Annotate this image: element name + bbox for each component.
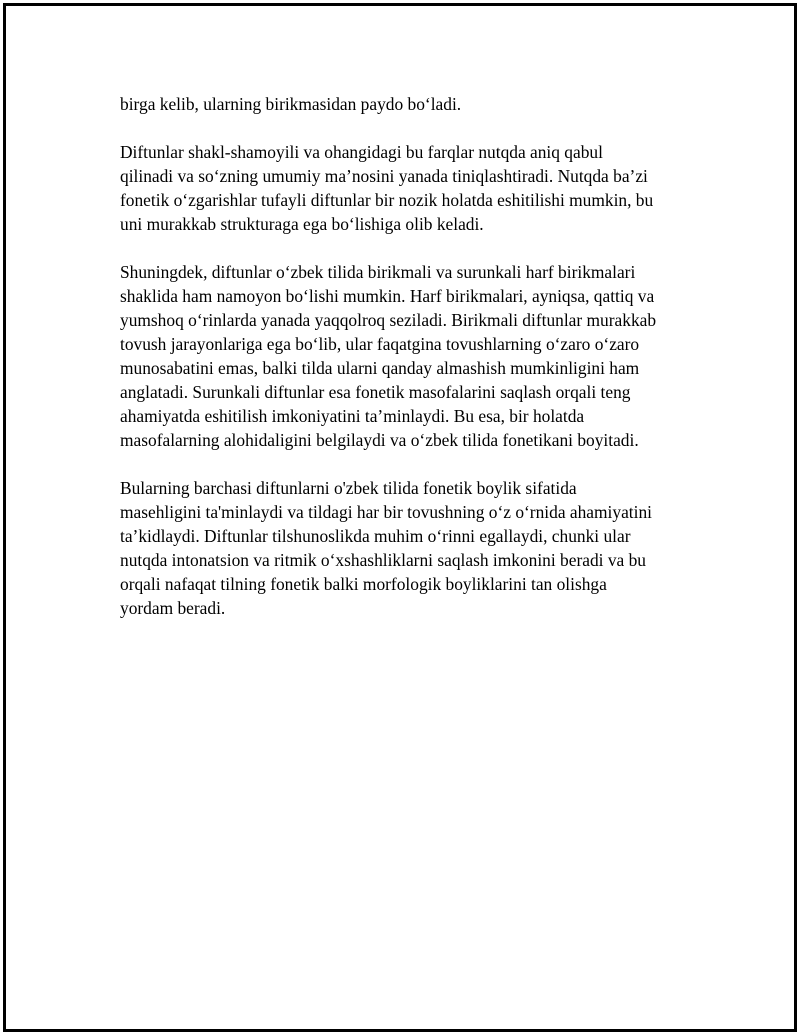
text-line: munosabatini emas, balki tilda ularni qanday almashish mumkinligini ham (120, 358, 640, 378)
text-line: yumshoq o‘rinlarda yanada yaqqolroq seziladi. Birikmali diftunlar murakkab (120, 310, 657, 330)
text-line: ta’kidlaydi. Diftunlar tilshunoslikda muhim o‘rinni egallaydi, chunki ular (120, 526, 631, 546)
text-line: masofalarning alohidaligini belgilaydi va o‘zbek tilida fonetikani boyitadi. (120, 430, 639, 450)
text-line: Bularning barchasi diftunlarni o'zbek tilida fonetik boylik sifatida (120, 478, 577, 498)
document-body (120, 92, 700, 644)
text-line: birga kelib, ularning birikmasidan paydo bo‘ladi. (120, 94, 462, 114)
text-line: Diftunlar shakl-shamoyili va ohangidagi bu farqlar nutqda aniq qabul (120, 142, 603, 162)
text-line: tovush jarayonlariga ega bo‘lib, ular faqatgina tovushlarning o‘zaro o‘zaro (120, 334, 640, 354)
text-line: shaklida ham namoyon bo‘lishi mumkin. Harf birikmalari, ayniqsa, qattiq va (120, 286, 655, 306)
document-page (3, 3, 797, 1032)
text-line: uni murakkab strukturaga ega bo‘lishiga olib keladi. (120, 214, 484, 234)
paragraph-2 (120, 140, 700, 236)
text-line: nutqda intonatsion va ritmik o‘xshashliklarni saqlash imkonini beradi va bu (120, 550, 646, 570)
text-line: yordam beradi. (120, 598, 226, 618)
text-line: orqali nafaqat tilning fonetik balki morfologik boyliklarini tan olishga (120, 574, 607, 594)
text-line: fonetik o‘zgarishlar tufayli diftunlar bir nozik holatda eshitilishi mumkin, bu (120, 190, 654, 210)
text-line: ahamiyatda eshitilish imkoniyatini ta’minlaydi. Bu esa, bir holatda (120, 406, 585, 426)
text-line: Shuningdek, diftunlar o‘zbek tilida birikmali va surunkali harf birikmalari (120, 262, 636, 282)
text-line: anglatadi. Surunkali diftunlar esa fonetik masofalarini saqlash orqali teng (120, 382, 631, 402)
paragraph-3 (120, 260, 700, 452)
text-line: masehligini ta'minlaydi va tildagi har bir tovushning o‘z o‘rnida ahamiyatini (120, 502, 652, 522)
paragraph-1 (120, 92, 700, 116)
text-line: qilinadi va so‘zning umumiy ma’nosini yanada tiniqlashtiradi. Nutqda ba’zi (120, 166, 648, 186)
paragraph-4 (120, 476, 700, 620)
